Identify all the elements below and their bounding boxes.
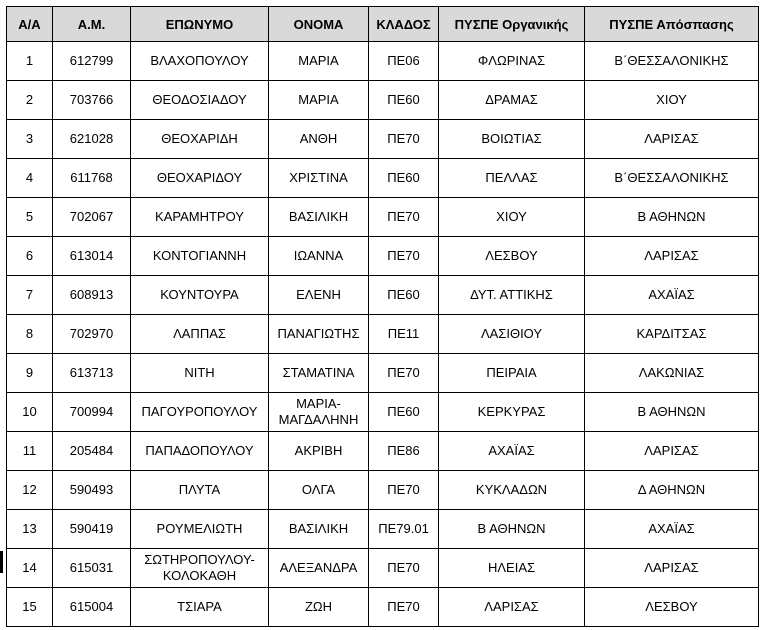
- cell-name: [269, 354, 369, 393]
- cell-aa: 13: [7, 510, 53, 549]
- cell-branch: ΠΕ70: [369, 588, 439, 627]
- cell-name: [269, 588, 369, 627]
- cell-surname-line: ΠΑΓΟΥΡΟΠΟΥΛΟΥ: [141, 404, 258, 419]
- cell-am: 702970: [53, 315, 131, 354]
- cell-am: 703766: [53, 81, 131, 120]
- cell-am: 612799: [53, 42, 131, 81]
- cell-surname-line: ΛΑΠΠΑΣ: [173, 326, 226, 341]
- cell-name: [269, 510, 369, 549]
- cell-aa: 2: [7, 81, 53, 120]
- cell-pyspe-org: Β ΑΘΗΝΩΝ: [439, 510, 585, 549]
- cell-am: 702067: [53, 198, 131, 237]
- cell-surname: [131, 159, 269, 198]
- table-row: [7, 81, 759, 120]
- cell-aa: 5: [7, 198, 53, 237]
- table-row: [7, 315, 759, 354]
- cell-am: 615031: [53, 549, 131, 588]
- cell-aa: 6: [7, 237, 53, 276]
- table-row: [7, 237, 759, 276]
- cell-name-line: ΒΑΣΙΛΙΚΗ: [288, 209, 349, 224]
- cell-pyspe-apos: Δ ΑΘΗΝΩΝ: [585, 471, 759, 510]
- cell-pyspe-org: ΔΥΤ. ΑΤΤΙΚΗΣ: [439, 276, 585, 315]
- cell-aa: 4: [7, 159, 53, 198]
- cell-name: [269, 159, 369, 198]
- cell-pyspe-apos: ΑΧΑΪΑΣ: [585, 276, 759, 315]
- cell-aa: 11: [7, 432, 53, 471]
- cell-pyspe-org: ΛΑΡΙΣΑΣ: [439, 588, 585, 627]
- cell-name-line: ΜΑΡΙΑ-: [296, 396, 341, 411]
- cell-surname: [131, 42, 269, 81]
- cell-branch: ΠΕ70: [369, 120, 439, 159]
- cell-name-line: ΟΛΓΑ: [301, 482, 336, 497]
- cell-am: 608913: [53, 276, 131, 315]
- cell-branch: ΠΕ70: [369, 354, 439, 393]
- cell-am: 615004: [53, 588, 131, 627]
- header-branch: ΚΛΑΔΟΣ: [369, 7, 439, 42]
- cell-aa: 10: [7, 393, 53, 432]
- cell-pyspe-org: ΑΧΑΪΑΣ: [439, 432, 585, 471]
- cell-branch: ΠΕ86: [369, 432, 439, 471]
- cell-am: 590493: [53, 471, 131, 510]
- cell-pyspe-org: ΦΛΩΡΙΝΑΣ: [439, 42, 585, 81]
- cell-surname: [131, 510, 269, 549]
- cell-aa: 3: [7, 120, 53, 159]
- margin-mark: [0, 551, 3, 573]
- cell-branch: ΠΕ70: [369, 471, 439, 510]
- cell-surname-line: ΘΕΟΧΑΡΙΔΗ: [161, 131, 238, 146]
- cell-surname: [131, 471, 269, 510]
- header-name: ΟΝΟΜΑ: [269, 7, 369, 42]
- table-row: [7, 159, 759, 198]
- cell-name-line: ΜΑΡΙΑ: [298, 53, 339, 68]
- cell-name-line: ΑΝΘΗ: [299, 131, 338, 146]
- table-row: [7, 393, 759, 432]
- cell-pyspe-apos: Β΄ΘΕΣΣΑΛΟΝΙΚΗΣ: [585, 159, 759, 198]
- cell-pyspe-apos: Β΄ΘΕΣΣΑΛΟΝΙΚΗΣ: [585, 42, 759, 81]
- cell-pyspe-org: ΚΥΚΛΑΔΩΝ: [439, 471, 585, 510]
- cell-aa: 14: [7, 549, 53, 588]
- cell-surname: [131, 549, 269, 588]
- cell-pyspe-org: ΗΛΕΙΑΣ: [439, 549, 585, 588]
- cell-am: 205484: [53, 432, 131, 471]
- header-am: Α.Μ.: [53, 7, 131, 42]
- cell-surname: [131, 120, 269, 159]
- cell-surname-line: ΘΕΟΔΟΣΙΑΔΟΥ: [152, 92, 247, 107]
- cell-surname: [131, 432, 269, 471]
- cell-pyspe-apos: ΧΙΟΥ: [585, 81, 759, 120]
- cell-name: [269, 120, 369, 159]
- cell-pyspe-apos: ΛΑΡΙΣΑΣ: [585, 432, 759, 471]
- cell-aa: 9: [7, 354, 53, 393]
- cell-name: [269, 237, 369, 276]
- table-row: [7, 588, 759, 627]
- cell-branch: ΠΕ79.01: [369, 510, 439, 549]
- table-row: [7, 549, 759, 588]
- table-header-row: [7, 7, 759, 42]
- cell-pyspe-apos: ΛΑΡΙΣΑΣ: [585, 549, 759, 588]
- cell-surname-line: ΚΟΥΝΤΟΥΡΑ: [160, 287, 239, 302]
- cell-surname-line: ΒΛΑΧΟΠΟΥΛΟΥ: [150, 53, 249, 68]
- cell-branch: ΠΕ60: [369, 276, 439, 315]
- cell-surname-line: ΣΩΤΗΡΟΠΟΥΛΟΥ-: [144, 552, 255, 567]
- cell-branch: ΠΕ60: [369, 159, 439, 198]
- cell-aa: 12: [7, 471, 53, 510]
- table-row: [7, 42, 759, 81]
- cell-branch: ΠΕ06: [369, 42, 439, 81]
- cell-branch: ΠΕ70: [369, 237, 439, 276]
- table-row: [7, 120, 759, 159]
- cell-aa: 1: [7, 42, 53, 81]
- cell-name: [269, 315, 369, 354]
- cell-name-line: ΜΑΓΔΑΛΗΝΗ: [278, 412, 359, 427]
- cell-surname-line: ΠΛΥΤΑ: [178, 482, 221, 497]
- cell-am: 590419: [53, 510, 131, 549]
- header-aa: Α/Α: [7, 7, 53, 42]
- table-row: [7, 432, 759, 471]
- cell-am: 613014: [53, 237, 131, 276]
- cell-surname-line: ΚΟΝΤΟΓΙΑΝΝΗ: [152, 248, 247, 263]
- table-body: [7, 42, 759, 627]
- cell-surname-line: ΚΟΛΟΚΑΘΗ: [162, 568, 237, 583]
- cell-aa: 15: [7, 588, 53, 627]
- cell-pyspe-org: ΛΑΣΙΘΙΟΥ: [439, 315, 585, 354]
- cell-name-line: ΖΩΗ: [304, 599, 333, 614]
- table-row: [7, 198, 759, 237]
- cell-name-line: ΧΡΙΣΤΙΝΑ: [289, 170, 348, 185]
- cell-surname: [131, 588, 269, 627]
- header-pyspe-org: ΠΥΣΠΕ Οργανικής: [439, 7, 585, 42]
- cell-name: [269, 81, 369, 120]
- cell-name-line: ΙΩΑΝΝΑ: [293, 248, 344, 263]
- header-pyspe-apos: ΠΥΣΠΕ Απόσπασης: [585, 7, 759, 42]
- cell-pyspe-apos: ΛΕΣΒΟΥ: [585, 588, 759, 627]
- cell-pyspe-apos: ΑΧΑΪΑΣ: [585, 510, 759, 549]
- cell-am: 621028: [53, 120, 131, 159]
- table-row: [7, 471, 759, 510]
- cell-surname: [131, 198, 269, 237]
- cell-name: [269, 42, 369, 81]
- cell-branch: ΠΕ60: [369, 81, 439, 120]
- table-row: [7, 276, 759, 315]
- cell-pyspe-apos: Β ΑΘΗΝΩΝ: [585, 393, 759, 432]
- cell-surname-line: ΝΙΤΗ: [184, 365, 215, 380]
- cell-name-line: ΕΛΕΝΗ: [296, 287, 341, 302]
- cell-surname: [131, 276, 269, 315]
- cell-branch: ΠΕ70: [369, 198, 439, 237]
- table-row: [7, 510, 759, 549]
- cell-aa: 8: [7, 315, 53, 354]
- cell-name-line: ΣΤΑΜΑΤΙΝΑ: [282, 365, 355, 380]
- cell-surname-line: ΡΟΥΜΕΛΙΩΤΗ: [156, 521, 243, 536]
- cell-pyspe-apos: ΛΑΡΙΣΑΣ: [585, 237, 759, 276]
- cell-am: 611768: [53, 159, 131, 198]
- cell-surname-line: ΚΑΡΑΜΗΤΡΟΥ: [155, 209, 244, 224]
- cell-branch: ΠΕ60: [369, 393, 439, 432]
- table-row: [7, 354, 759, 393]
- cell-name: [269, 432, 369, 471]
- cell-surname-line: ΠΑΠΑΔΟΠΟΥΛΟΥ: [145, 443, 254, 458]
- cell-pyspe-org: ΠΕΙΡΑΙΑ: [439, 354, 585, 393]
- cell-name: [269, 198, 369, 237]
- cell-name-line: ΜΑΡΙΑ: [298, 92, 339, 107]
- cell-pyspe-apos: ΛΑΡΙΣΑΣ: [585, 120, 759, 159]
- cell-surname: [131, 354, 269, 393]
- cell-surname-line: ΤΣΙΑΡΑ: [177, 599, 222, 614]
- header-surname: ΕΠΩΝΥΜΟ: [131, 7, 269, 42]
- cell-name: [269, 393, 369, 432]
- cell-pyspe-org: ΚΕΡΚΥΡΑΣ: [439, 393, 585, 432]
- cell-name-line: ΑΚΡΙΒΗ: [294, 443, 343, 458]
- cell-aa: 7: [7, 276, 53, 315]
- cell-surname: [131, 237, 269, 276]
- cell-name-line: ΒΑΣΙΛΙΚΗ: [288, 521, 349, 536]
- cell-branch: ΠΕ11: [369, 315, 439, 354]
- cell-branch: ΠΕ70: [369, 549, 439, 588]
- cell-pyspe-org: ΠΕΛΛΑΣ: [439, 159, 585, 198]
- cell-name: [269, 471, 369, 510]
- cell-pyspe-apos: Β ΑΘΗΝΩΝ: [585, 198, 759, 237]
- cell-name-line: ΠΑΝΑΓΙΩΤΗΣ: [277, 326, 360, 341]
- cell-am: 613713: [53, 354, 131, 393]
- cell-name: [269, 276, 369, 315]
- cell-am: 700994: [53, 393, 131, 432]
- cell-name: [269, 549, 369, 588]
- cell-name-line: ΑΛΕΞΑΝΔΡΑ: [279, 560, 358, 575]
- cell-surname: [131, 393, 269, 432]
- cell-pyspe-org: ΒΟΙΩΤΙΑΣ: [439, 120, 585, 159]
- secondment-table: [6, 6, 759, 627]
- cell-surname: [131, 81, 269, 120]
- cell-pyspe-apos: ΛΑΚΩΝΙΑΣ: [585, 354, 759, 393]
- cell-pyspe-apos: ΚΑΡΔΙΤΣΑΣ: [585, 315, 759, 354]
- cell-pyspe-org: ΧΙΟΥ: [439, 198, 585, 237]
- cell-pyspe-org: ΔΡΑΜΑΣ: [439, 81, 585, 120]
- cell-surname: [131, 315, 269, 354]
- cell-pyspe-org: ΛΕΣΒΟΥ: [439, 237, 585, 276]
- cell-surname-line: ΘΕΟΧΑΡΙΔΟΥ: [156, 170, 243, 185]
